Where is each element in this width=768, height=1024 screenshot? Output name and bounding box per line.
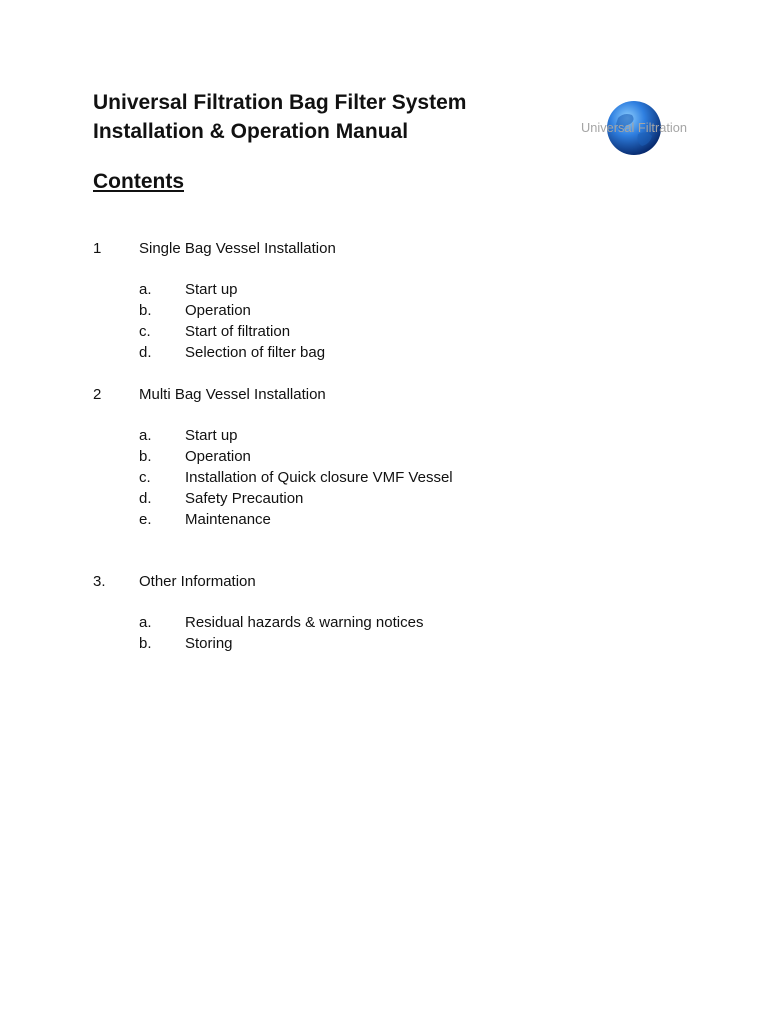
list-item	[139, 425, 653, 446]
title-line-1: Universal Filtration Bag Filter System	[93, 91, 467, 114]
item-letter: b.	[139, 635, 152, 652]
item-letter: a.	[139, 614, 152, 631]
item-label: Residual hazards & warning notices	[185, 614, 424, 631]
section-label: Multi Bag Vessel Installation	[139, 386, 326, 403]
item-letter: d.	[139, 490, 152, 507]
toc-section-1	[93, 238, 653, 363]
list-item	[139, 633, 653, 654]
table-of-contents	[93, 238, 653, 654]
item-letter: b.	[139, 448, 152, 465]
item-label: Safety Precaution	[185, 490, 304, 507]
item-label: Start up	[185, 281, 238, 298]
item-label: Start of filtration	[185, 323, 291, 340]
item-label: Maintenance	[185, 511, 271, 528]
list-item	[139, 300, 653, 321]
section-label: Single Bag Vessel Installation	[139, 240, 336, 257]
list-item	[139, 612, 653, 633]
item-label: Start up	[185, 427, 238, 444]
subsection-list	[93, 279, 653, 363]
subsection-list	[93, 425, 653, 530]
item-label: Operation	[185, 448, 251, 465]
title-line-2: Installation & Operation Manual	[93, 120, 409, 143]
list-item	[139, 446, 653, 467]
list-item	[139, 488, 653, 509]
toc-section-heading	[93, 571, 653, 592]
item-label: Storing	[185, 635, 233, 652]
toc-section-heading	[93, 384, 653, 405]
section-number: 1	[93, 240, 102, 257]
list-item	[139, 321, 653, 342]
list-item	[139, 279, 653, 300]
toc-section-heading	[93, 238, 653, 259]
document-title	[93, 88, 466, 146]
item-letter: a.	[139, 427, 152, 444]
item-letter: b.	[139, 302, 152, 319]
section-number: 3.	[93, 573, 106, 590]
contents-heading: Contents	[93, 170, 184, 193]
item-label: Installation of Quick closure VMF Vessel	[185, 469, 453, 486]
item-letter: c.	[139, 469, 151, 486]
list-item	[139, 509, 653, 530]
item-label: Operation	[185, 302, 251, 319]
toc-section-2	[93, 384, 653, 530]
item-letter: a.	[139, 281, 152, 298]
logo-text: Universal Filtration	[581, 121, 688, 135]
company-logo	[578, 100, 698, 158]
subsection-list	[93, 612, 653, 654]
section-label: Other Information	[139, 573, 256, 590]
list-item	[139, 342, 653, 363]
list-item	[139, 467, 653, 488]
item-letter: e.	[139, 511, 152, 528]
item-letter: c.	[139, 323, 151, 340]
item-label: Selection of filter bag	[185, 344, 326, 361]
section-number: 2	[93, 386, 102, 403]
globe-icon	[578, 100, 698, 158]
item-letter: d.	[139, 344, 152, 361]
toc-section-3	[93, 571, 653, 654]
